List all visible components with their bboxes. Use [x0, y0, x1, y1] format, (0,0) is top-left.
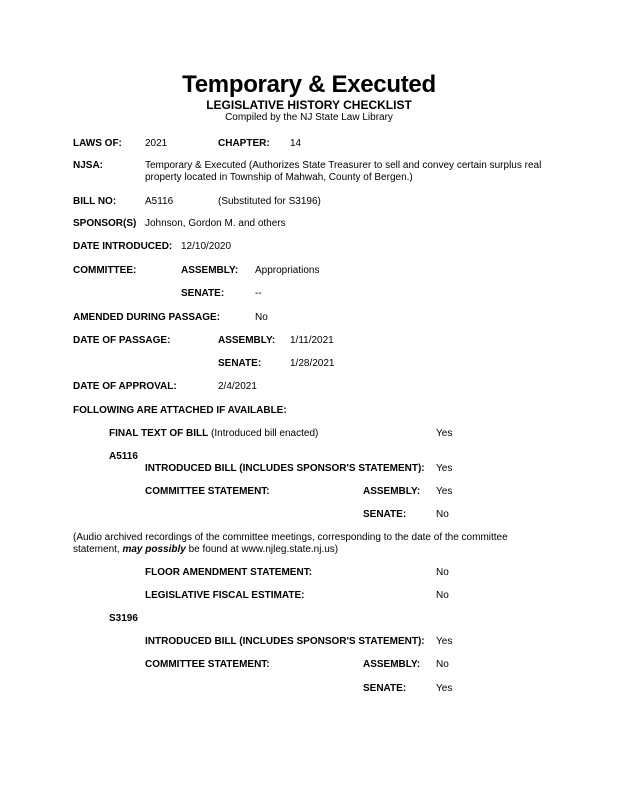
s3196-introduced-value: Yes [436, 636, 453, 647]
passage-senate-label: SENATE: [218, 358, 262, 369]
njsa-line-2: property located in Township of Mahwah, County of Bergen.) [145, 172, 413, 183]
amended-value: No [255, 312, 268, 323]
s3196-label: S3196 [109, 613, 138, 624]
final-text-row [109, 428, 318, 439]
passage-assembly-value: 1/11/2021 [290, 335, 334, 346]
njsa-label: NJSA: [73, 160, 104, 171]
audio-note-line-1: (Audio archived recordings of the committee meetings, corresponding to the date of the committee [73, 532, 508, 543]
passage-assembly-label: ASSEMBLY: [218, 335, 276, 346]
s3196-senate-label: SENATE: [363, 683, 407, 694]
committee-senate-label: SENATE: [181, 288, 225, 299]
s3196-assembly-value: No [436, 659, 449, 670]
njsa-line-1: Temporary & Executed (Authorizes State Treasurer to sell and convey certain surplus real [145, 160, 542, 171]
date-introduced-label: DATE INTRODUCED: [73, 241, 173, 252]
s3196-assembly-label: ASSEMBLY: [363, 659, 421, 670]
laws-of-value: 2021 [145, 138, 168, 149]
document-subtitle: LEGISLATIVE HISTORY CHECKLIST [206, 98, 412, 112]
amended-label: AMENDED DURING PASSAGE: [73, 312, 221, 323]
a5116-senate-value: No [436, 509, 449, 520]
fiscal-estimate-label: LEGISLATIVE FISCAL ESTIMATE: [145, 590, 305, 601]
s3196-committee-label: COMMITTEE STATEMENT: [145, 659, 270, 670]
document-title: Temporary & Executed [182, 71, 436, 98]
final-text-label: FINAL TEXT OF BILL [109, 428, 209, 439]
floor-amendment-value: No [436, 567, 449, 578]
attached-heading: FOLLOWING ARE ATTACHED IF AVAILABLE: [73, 405, 287, 416]
audio-note-post: be found at www.njleg.state.nj.us) [185, 544, 339, 555]
audio-note-line-2 [73, 544, 338, 555]
chapter-value: 14 [290, 138, 302, 149]
audio-note-pre: statement, [73, 544, 123, 555]
compiled-by: Compiled by the NJ State Law Library [225, 112, 393, 123]
committee-assembly-value: Appropriations [255, 265, 320, 276]
date-of-approval-value: 2/4/2021 [218, 381, 257, 392]
s3196-introduced-label: INTRODUCED BILL (INCLUDES SPONSOR'S STATEMENT): [145, 636, 425, 647]
a5116-committee-label: COMMITTEE STATEMENT: [145, 486, 270, 497]
a5116-assembly-label: ASSEMBLY: [363, 486, 421, 497]
a5116-introduced-label: INTRODUCED BILL (INCLUDES SPONSOR'S STATEMENT): [145, 463, 425, 474]
a5116-introduced-value: Yes [436, 463, 453, 474]
date-introduced-value: 12/10/2020 [181, 241, 232, 252]
a5116-assembly-value: Yes [436, 486, 453, 497]
bill-no-value: A5116 [145, 196, 174, 207]
a5116-senate-label: SENATE: [363, 509, 407, 520]
committee-senate-value: -- [255, 288, 262, 299]
bill-no-label: BILL NO: [73, 196, 117, 207]
final-text-note: (Introduced bill enacted) [208, 428, 319, 439]
laws-of-label: LAWS OF: [73, 138, 122, 149]
audio-note-emphasis: may possibly [122, 544, 186, 555]
final-text-value: Yes [436, 428, 453, 439]
committee-assembly-label: ASSEMBLY: [181, 265, 239, 276]
chapter-label: CHAPTER: [218, 138, 270, 149]
passage-senate-value: 1/28/2021 [290, 358, 335, 369]
floor-amendment-label: FLOOR AMENDMENT STATEMENT: [145, 567, 313, 578]
a5116-label: A5116 [109, 451, 138, 462]
date-of-approval-label: DATE OF APPROVAL: [73, 381, 177, 392]
sponsors-label: SPONSOR(S) [73, 218, 137, 229]
committee-label: COMMITTEE: [73, 265, 137, 276]
bill-no-note: (Substituted for S3196) [218, 196, 321, 207]
date-of-passage-label: DATE OF PASSAGE: [73, 335, 171, 346]
s3196-senate-value: Yes [436, 683, 453, 694]
fiscal-estimate-value: No [436, 590, 449, 601]
sponsors-value: Johnson, Gordon M. and others [145, 218, 286, 229]
